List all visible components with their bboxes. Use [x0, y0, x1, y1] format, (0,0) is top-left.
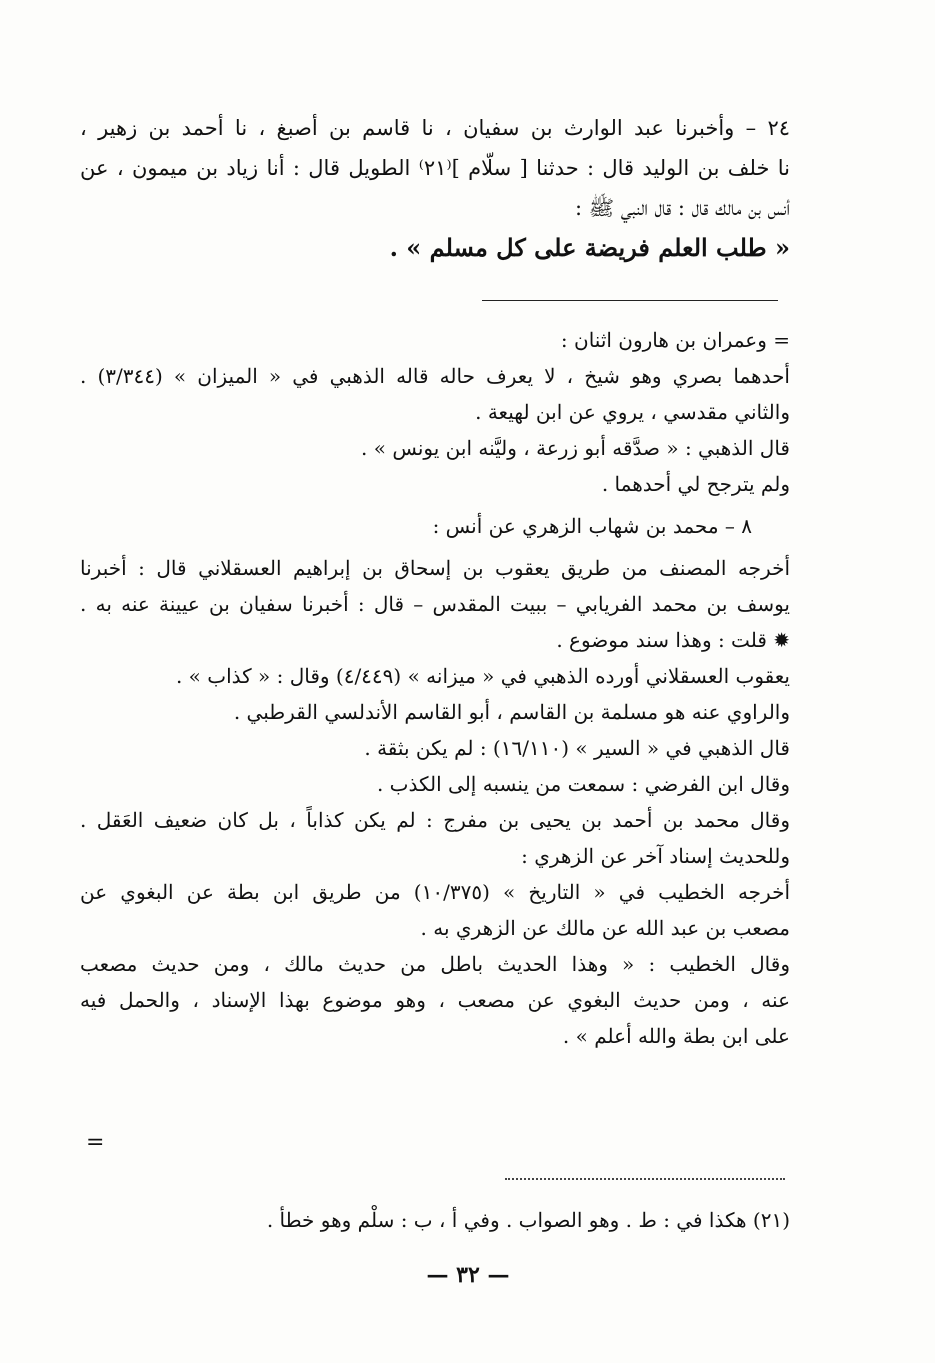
section-heading: ٨ – محمد بن شهاب الزهري عن أنس : [432, 514, 752, 538]
main-line-1: ٢٤ – وأخبرنا عبد الوارث بن سفيان ، نا قاسم بن أصبغ ، نا أحمد بن زهير ، [80, 116, 790, 140]
note-line: قال الذهبي : « صدَّقه أبو زرعة ، وليَّنه ابن يونس » . [361, 436, 790, 460]
note-line: والثاني مقدسي ، يروي عن ابن لهيعة . [475, 400, 790, 424]
note-line: وقال الخطيب : « وهذا الحديث باطل من حديث مالك ، ومن حديث مصعب [80, 952, 790, 976]
note-line: وقال محمد بن أحمد بن يحيى بن مفرج : لم يكن كذاباً ، بل كان ضعيف العَقل . [80, 808, 790, 832]
continuation-mark: = [86, 1130, 105, 1155]
main-text [80, 108, 790, 268]
note-line: أخرجه الخطيب في « التاريخ » (١٠/٣٧٥) من طريق ابن بطة عن البغوي عن [80, 880, 790, 904]
main-line-2: نا خلف بن الوليد قال : حدثنا [ سلّام ]⁽٢١⁾ الطويل قال : أنا زياد بن ميمون ، عن [80, 156, 790, 180]
note-line: أحدهما بصري وهو شيخ ، لا يعرف حاله قاله الذهبي في « الميزان » (٣/٣٤٤) . [80, 364, 790, 388]
note-line: يوسف بن محمد الفريابي – ببيت المقدس – قال : أخبرنا سفيان بن عيينة عنه به . [80, 592, 790, 616]
hadith-text: « طلب العلم فريضة على كل مسلم » . [389, 233, 790, 262]
page-number: — ٣٢ — [426, 1262, 510, 1288]
separator-rule [482, 300, 778, 301]
commentary [80, 322, 790, 1054]
note-line: قال الذهبي في « السير » (١٦/١١٠) : لم يكن بثقة . [364, 736, 790, 760]
note-line: وللحديث إسناد آخر عن الزهري : [521, 844, 790, 868]
main-line-3: أنس بن مالك قال : قال النبي ﷺ : [574, 196, 790, 220]
note-line: مصعب بن عبد الله عن مالك عن الزهري به . [420, 916, 790, 940]
note-line: ✹ قلت : وهذا سند موضوع . [556, 628, 790, 652]
note-line: عنه ، ومن حديث البغوي عن مصعب ، وهو موضوع بهذا الإسناد ، والحمل فيه [80, 988, 790, 1012]
note-line: على ابن بطة والله أعلم » . [562, 1024, 790, 1048]
footnote: (٢١) هكذا في : ط . وهو الصواب . وفي أ ، ب : سلْم وهو خطأ . [266, 1208, 790, 1232]
note-line: وقال ابن الفرضي : سمعت من ينسبه إلى الكذب . [376, 772, 790, 796]
note-line: أخرجه المصنف من طريق يعقوب بن إسحاق بن إبراهيم العسقلاني قال : أخبرنا [80, 556, 790, 580]
note-line: والراوي عنه هو مسلمة بن القاسم ، أبو القاسم الأندلسي القرطبي . [233, 700, 790, 724]
note-line: ولم يترجح لي أحدهما . [601, 472, 790, 496]
note-line: = وعمران بن هارون اثنان : [560, 328, 790, 352]
footnote-separator [505, 1178, 785, 1180]
note-line: يعقوب العسقلاني أورده الذهبي في « ميزانه » (٤/٤٤٩) وقال : « كذاب » . [175, 664, 790, 688]
